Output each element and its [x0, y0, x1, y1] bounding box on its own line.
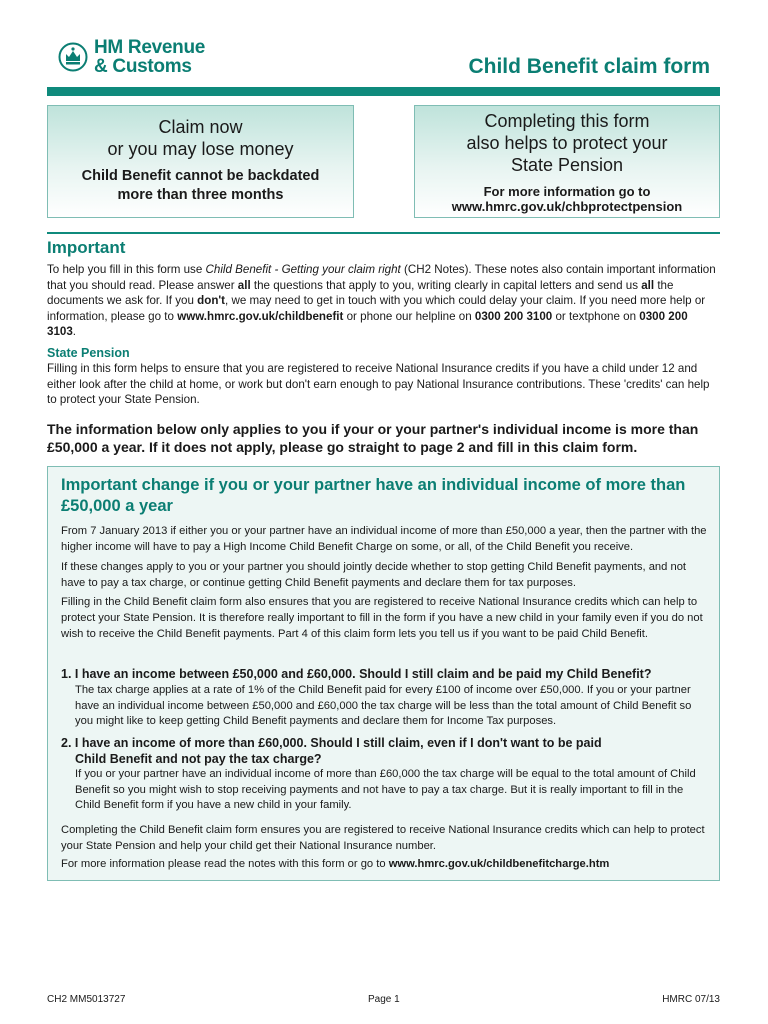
claim-now-line-2: or you may lose money [107, 139, 294, 159]
claim-now-line-3: Child Benefit cannot be backdated [81, 168, 320, 184]
emphasis: don't [197, 294, 226, 307]
text-run: , we may need to get in touch with you which could delay your claim. If you need more help or information, please go to [47, 294, 706, 323]
claim-now-box [47, 105, 354, 218]
text-run: For more information please read the notes with this form or go to [61, 858, 389, 870]
footer-form-code: CH2 MM5013727 [47, 994, 126, 1005]
footer-page-number: Page 1 [368, 994, 400, 1005]
text-run: or textphone on [552, 309, 640, 323]
pension-box-line-4: For more information go to [483, 184, 651, 199]
panel-paragraph-3: Filling in the Child Benefit claim form also ensures that you are registered to receive National Insurance credits which can help to protect your State Pension. It is therefore really important to fill in the form if you have a new child in your family even if you do not wish to receive the Child Benefit payments. Part 4 of this claim form lets you tell us if you want to be paid Child Benefit. [61, 596, 703, 640]
panel-paragraph-1: From 7 January 2013 if either you or your partner have an individual income of more than £50,000 a year, then the partner with the higher income will have to pay a High Income Child Benefit Charge on some, or all, of the Child Benefit you receive. [61, 525, 707, 553]
form-title: Child Benefit claim form [468, 55, 710, 78]
textphone-number: 0300 200 3103 [47, 309, 688, 338]
income-notice: The information below only applies to you if your or your partner's individual income is more than £50,000 a year. If it does not apply, please go straight to page 2 and fill in this claim form. [47, 421, 699, 455]
footer-version: HMRC 07/13 [662, 994, 720, 1005]
text-run: the documents we ask for. If you [47, 278, 674, 307]
text-run: or phone our helpline on [343, 309, 475, 323]
pension-box-line-1: Completing this form [484, 111, 650, 131]
header-rule [47, 87, 720, 96]
notes-title: Child Benefit - Getting your claim right [205, 263, 401, 276]
logo-line-2: & Customs [94, 56, 192, 77]
state-pension-heading: State Pension [47, 346, 130, 360]
logo-wordmark [94, 38, 205, 76]
logo-line-1: HM Revenue [94, 37, 206, 58]
pension-box-line-2: also helps to protect your [466, 133, 668, 153]
question-1: 1. I have an income between £50,000 and £60,000. Should I still claim and be paid my Child Benefit? [61, 667, 652, 681]
answer-1: The tax charge applies at a rate of 1% of the Child Benefit paid for every £100 of income over £50,000. If you or your partner have an individual income between £50,000 and £60,000 the tax charge will be less than the total amount of Child Benefit so you might like to keep getting Child Benefit payments and declare them for Income Tax purposes. [75, 684, 692, 727]
crown-crest-icon [58, 41, 88, 73]
question-2: 2. I have an income of more than £60,000. Should I still claim, even if I don't want to be paid [61, 736, 602, 750]
childbenefitcharge-link[interactable]: www.hmrc.gov.uk/childbenefitcharge.htm [388, 858, 610, 870]
claim-now-line-1: Claim now [158, 117, 243, 137]
panel-paragraph-4: Completing the Child Benefit claim form ensures you are registered to receive National Insurance credits which can help to protect your State Pension and help your child get their National Insurance number. [61, 824, 705, 852]
panel-paragraph-2: If these changes apply to you or your partner you should jointly decide whether to stop getting Child Benefit payments, and not have to pay a tax charge, or continue getting Child Benefit payments and declare them for tax purposes. [61, 561, 687, 589]
important-paragraph [47, 262, 717, 340]
state-pension-box [414, 105, 720, 218]
childbenefit-link[interactable]: www.hmrc.gov.uk/childbenefit [177, 309, 344, 323]
claim-now-line-4: more than three months [117, 187, 284, 203]
emphasis: all [237, 278, 251, 292]
text-run: . [72, 325, 77, 338]
text-run: To help you fill in this form use [47, 263, 206, 276]
page-header [0, 0, 768, 96]
hmrc-logo [58, 38, 205, 76]
emphasis: all [641, 278, 655, 292]
state-pension-paragraph: Filling in this form helps to ensure that you are registered to receive National Insurance credits if you have a child under 12 and either look after the child at home, or work but don't earn enough to pay National Insurance contributions. These 'credits' can help to protect your State Pension. [47, 362, 710, 406]
section-rule [47, 232, 720, 234]
question-2-continued: Child Benefit and not pay the tax charge? [75, 752, 322, 766]
pension-box-line-3: State Pension [510, 155, 624, 175]
helpline-number: 0300 200 3100 [474, 309, 553, 323]
income-change-panel [47, 466, 720, 881]
answer-2: If you or your partner have an individual income of more than £60,000 the tax charge will be equal to the total amount of Child Benefit so you might wish to stop receiving payments and not have to pay a tax charge. But it is really important to fill in the Child Benefit form if you have a new child in your family. [75, 768, 696, 811]
panel-title: Important change if you or your partner have an individual income of more than £50,000 a year [61, 476, 686, 515]
important-heading: Important [47, 238, 126, 257]
panel-paragraph-5 [61, 856, 711, 872]
text-run: (CH2 Notes). These notes also contain important information that you should read. Please answer [47, 263, 716, 292]
pension-box-link[interactable]: www.hmrc.gov.uk/chbprotectpension [451, 199, 683, 214]
text-run: the questions that apply to you, writing clearly in capital letters and send us [250, 278, 642, 292]
